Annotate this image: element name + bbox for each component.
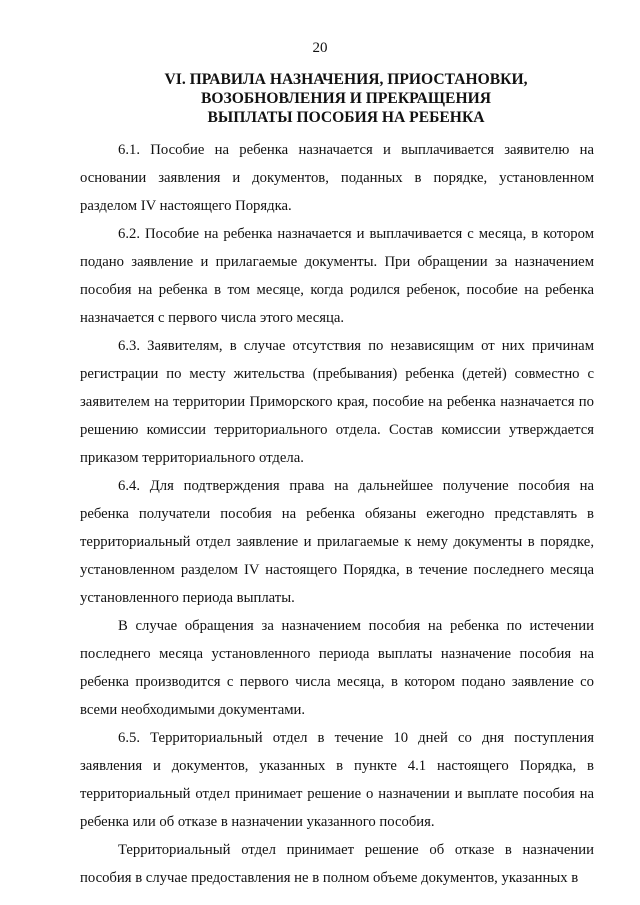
paragraph-6-5-continued: Территориальный отдел принимает решение об отказе в назначении пособия в случае предоставления не в полном объеме документов, указанных в xyxy=(80,842,594,886)
section-title-line-3: ВЫПЛАТЫ ПОСОБИЯ НА РЕБЕНКА xyxy=(207,109,485,126)
page-number: 20 xyxy=(312,40,328,56)
paragraph-6-4-continued: В случае обращения за назначением пособия на ребенка по истечении последнего месяца установленного периода выплаты назначение пособия на ребенка производится с первого числа месяца, в котором подано заявление со всеми необходимыми документами. xyxy=(80,618,594,718)
document-body xyxy=(80,136,594,892)
paragraph-6-3: 6.3. Заявителям, в случае отсутствия по независящим от них причинам регистрации по месту жительства (пребывания) ребенка (детей) совместно с заявителем на территории Приморского края, пособие на ребенка назначается по решению комиссии территориального отдела. Состав комиссии утверждается приказом территориального отдела. xyxy=(80,338,594,466)
section-title xyxy=(80,70,612,127)
paragraph-6-2: 6.2. Пособие на ребенка назначается и выплачивается с месяца, в котором подано заявление и прилагаемые документы. При обращении за назначением пособия на ребенка в том месяце, когда родился ребенок, пособие на ребенка назначается с первого числа этого месяца. xyxy=(80,226,594,326)
section-title-line-2: ВОЗОБНОВЛЕНИЯ И ПРЕКРАЩЕНИЯ xyxy=(201,90,491,107)
paragraph-6-5: 6.5. Территориальный отдел в течение 10 дней со дня поступления заявления и документов, указанных в пункте 4.1 настоящего Порядка, в территориальный отдел принимает решение о назначении и выплате пособия на ребенка или об отказе в назначении указанного пособия. xyxy=(80,730,594,830)
paragraph-6-4: 6.4. Для подтверждения права на дальнейшее получение пособия на ребенка получатели пособия на ребенка обязаны ежегодно представлять в территориальный отдел заявление и прилагаемые к нему документы в порядке, установленном разделом IV настоящего Порядка, в течение последнего месяца установленного периода выплаты. xyxy=(80,478,594,606)
paragraph-6-1: 6.1. Пособие на ребенка назначается и выплачивается заявителю на основании заявления и документов, поданных в порядке, установленном разделом IV настоящего Порядка. xyxy=(80,142,594,214)
section-title-line-1: VI. ПРАВИЛА НАЗНАЧЕНИЯ, ПРИОСТАНОВКИ, xyxy=(164,71,528,88)
